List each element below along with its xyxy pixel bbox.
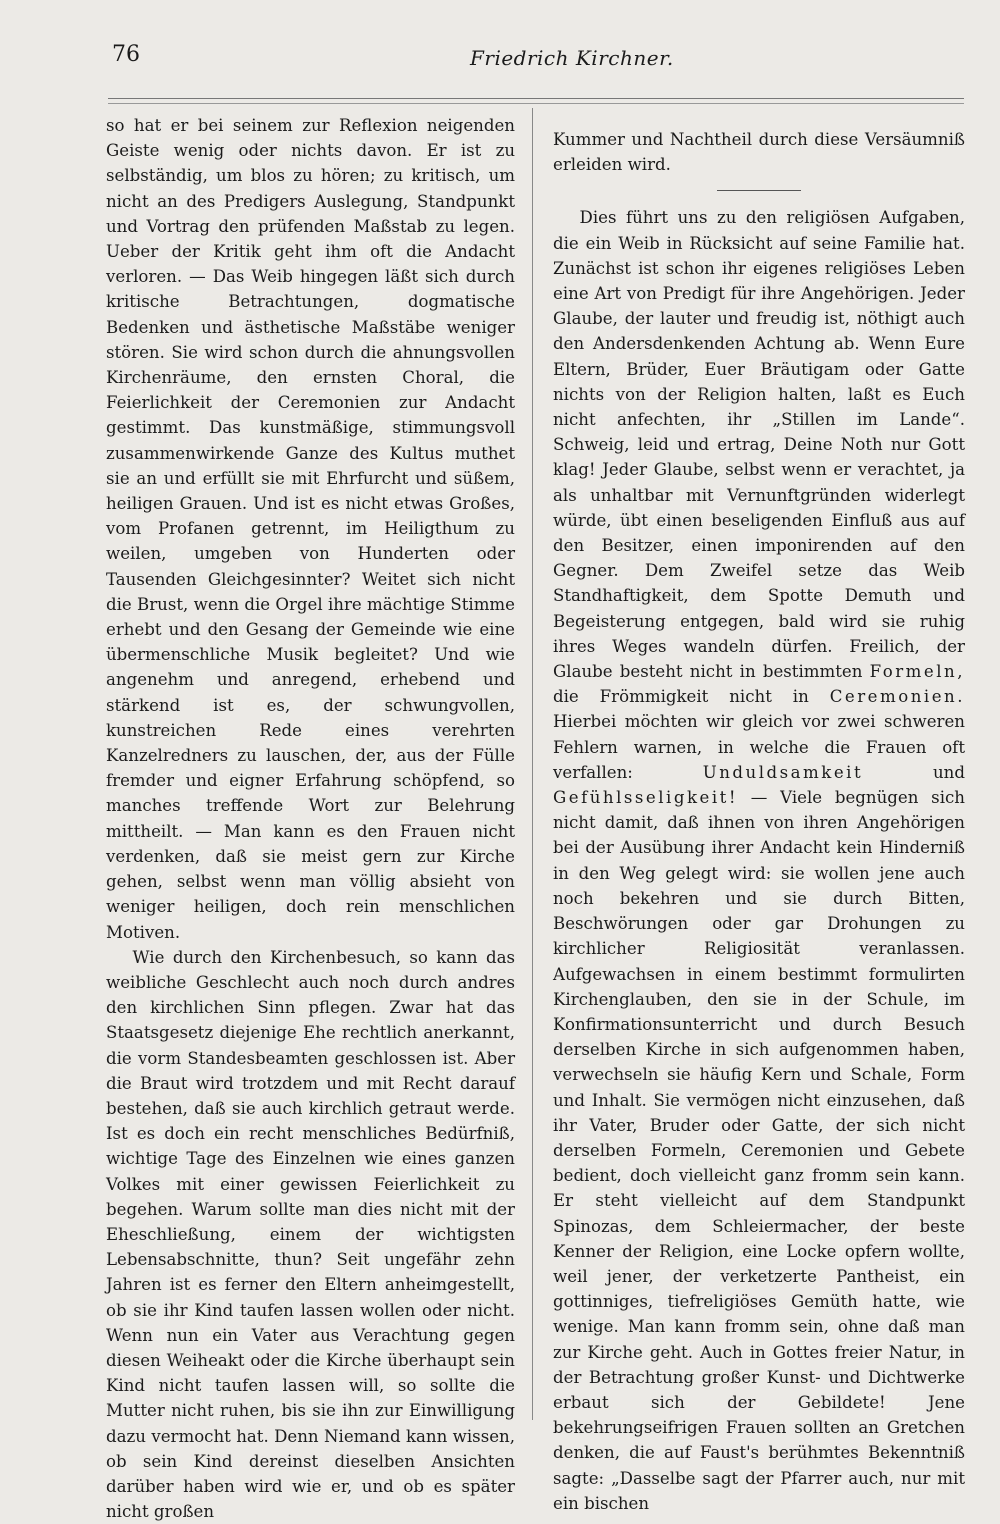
header-rule bbox=[108, 98, 964, 99]
section-separator bbox=[717, 190, 801, 191]
emphasized-text: Unduldsamkeit bbox=[702, 762, 864, 782]
header-rule-secondary bbox=[108, 103, 964, 104]
text-run: Hierbei möchten wir gleich vor zwei schweren Fehlern warnen, in welche die Frauen oft verfallen: bbox=[553, 712, 965, 782]
running-title: Friedrich Kirchner. bbox=[470, 46, 674, 70]
page-number: 76 bbox=[112, 42, 140, 67]
right-column bbox=[553, 127, 965, 1516]
paragraph: so hat er bei seinem zur Reflexion neigenden Geiste wenig oder nichts davon. Er ist zu selbständig, um blos zu hören; zu kritisch, um nicht an des Predigers Auslegung, Standpunkt und Vortrag den prüfenden Maßstab zu legen. Ueber der Kritik geht ihm oft die Andacht verloren. — Das Weib hingegen läßt sich durch kritische Betrachtungen, dogmatische Bedenken und ästhetische Maßstäbe weniger stören. Sie wird schon durch die ahnungsvollen Kirchenräume, den ernsten Choral, die Feierlichkeit der Ceremonien zur Andacht gestimmt. Das kunstmäßige, stimmungsvoll zusammenwirkende Ganze des Kultus muthet sie an und erfüllt sie mit Ehrfurcht und süßem, heiligen Grauen. Und ist es nicht etwas Großes, vom Profanen getrennt, im Heiligthum zu weilen, umgeben von Hunderten oder Tausenden Gleichgesinnter? Weitet sich nicht die Brust, wenn die Orgel ihre mächtige Stimme erhebt und den Gesang der Gemeinde wie eine übermenschliche Musik begleitet? Und wie angenehm und anregend, erhebend und stärkend ist es, der schwungvollen, kunstreichen Rede eines verehrten Kanzelredners zu lauschen, der, aus der Fülle fremder und eigner Erfahrung schöpfend, so manches treffende Wort zur Belehrung mittheilt. — Man kann es den Frauen nicht verdenken, daß sie meist gern zur Kirche gehen, selbst wenn man völlig absieht von weniger heiligen, doch rein menschlichen Motiven. bbox=[106, 116, 515, 942]
paragraph: Wie durch den Kirchenbesuch, so kann das weibliche Geschlecht auch noch durch andres den kirchlichen Sinn pflegen. Zwar hat das Staatsgesetz diejenige Ehe rechtlich anerkannt, die vorm Standesbeamten geschlossen ist. Aber die Braut wird trotzdem und mit Recht darauf bestehen, daß sie auch kirchlich getraut werde. Ist es doch ein recht menschliches Bedürfniß, wichtige Tage des Einzelnen wie eines ganzen Volkes mit einer gewissen Feierlichkeit zu begehen. Warum sollte man dies nicht mit der Eheschließung, einem der wichtigsten Lebensabschnitte, thun? Seit ungefähr zehn Jahren ist es ferner den Eltern anheimgestellt, ob sie ihr Kind taufen lassen wollen oder nicht. Wenn nun ein Vater aus Verachtung gegen diesen Weiheakt oder die Kirche überhaupt sein Kind nicht taufen lassen will, so sollte die Mutter nicht ruhen, bis sie ihn zur Einwilligung dazu vermocht hat. Denn Niemand kann wissen, ob sein Kind dereinst dieselben Ansichten darüber haben wird wie er, und ob es später nicht großen bbox=[106, 947, 515, 1522]
emphasized-text: Formeln, bbox=[869, 662, 966, 682]
emphasized-text: Ceremonien. bbox=[829, 687, 965, 707]
paragraph bbox=[553, 205, 965, 1516]
text-run: und bbox=[933, 762, 965, 782]
text-run: Dies führt uns zu den religiösen Aufgaben, die ein Weib in Rücksicht auf seine Familie hat. Zunächst ist schon ihr eigenes religiöses Leben eine Art von Predigt für ihre Angehörigen. Jeder Glaube, der lauter und freudig ist, nöthigt auch den Andersdenkenden Achtung ab. Wenn Eure Eltern, Brüder, Euer Bräutigam oder Gatte nichts von der Religion halten, laßt es Euch nicht anfechten, ihr „Stillen im Lande“. Schweig, leid und ertrag, Deine Noth nur Gott klag! Jeder Glaube, selbst wenn er verachtet, ja als unhaltbar mit Vernunftgründen widerlegt würde, übt einen beseligenden Einfluß aus auf den Besitzer, einen imponirenden auf den Gegner. Dem Zweifel setze das Weib Standhaftigkeit, dem Spotte Demuth und Begeisterung entgegen, bald wird sie ruhig ihres Weges wandeln dürfen. Freilich, der Glaube besteht nicht in bestimmten bbox=[553, 208, 965, 682]
left-column bbox=[106, 113, 515, 1524]
column-divider bbox=[532, 108, 533, 1420]
paragraph: Kummer und Nachtheil durch diese Versäumniß erleiden wird. bbox=[553, 130, 965, 175]
text-run: die Frömmigkeit nicht in bbox=[553, 687, 809, 707]
text-run: — Viele begnügen sich nicht damit, daß ihnen von ihren Angehörigen bei der Ausübung ihrer Andacht kein Hinderniß in den Weg gelegt wird: sie wollen jene auch noch bekehren und sie durch Bitten, Beschwörungen oder gar Drohungen zu kirchlicher Religiosität veranlassen. Aufgewachsen in einem bestimmt formulirten Kirchenglauben, den sie in der Schule, im Konfirmationsunterricht und durch Besuch derselben Kirche in sich aufgenommen haben, verwechseln sie häufig Kern und Schale, Form und Inhalt. Sie vermögen nicht einzusehen, daß ihr Vater, Bruder oder Gatte, der sich nicht derselben Formeln, Ceremonien und Gebete bedient, doch vielleicht ganz fromm sein kann. Er steht vielleicht auf dem Standpunkt Spinozas, dem Schleiermacher, der beste Kenner der Religion, eine Locke opfern wollte, weil jener, der verketzerte Pantheist, ein gottinniges, tiefreligiöses Gemüth hatte, wie wenige. Man kann fromm sein, ohne daß man zur Kirche geht. Auch in Gottes freier Natur, in der Betrachtung großer Kunst- und Dichtwerke erbaut sich der Gebildete! Jene bekehrungseifrigen Frauen sollten an Gretchen denken, die auf Faust's berühmtes Bekenntniß sagte: „Dasselbe sagt der Pfarrer auch, nur mit ein bischen bbox=[553, 788, 965, 1513]
emphasized-text: Gefühlsseligkeit! bbox=[553, 788, 739, 808]
